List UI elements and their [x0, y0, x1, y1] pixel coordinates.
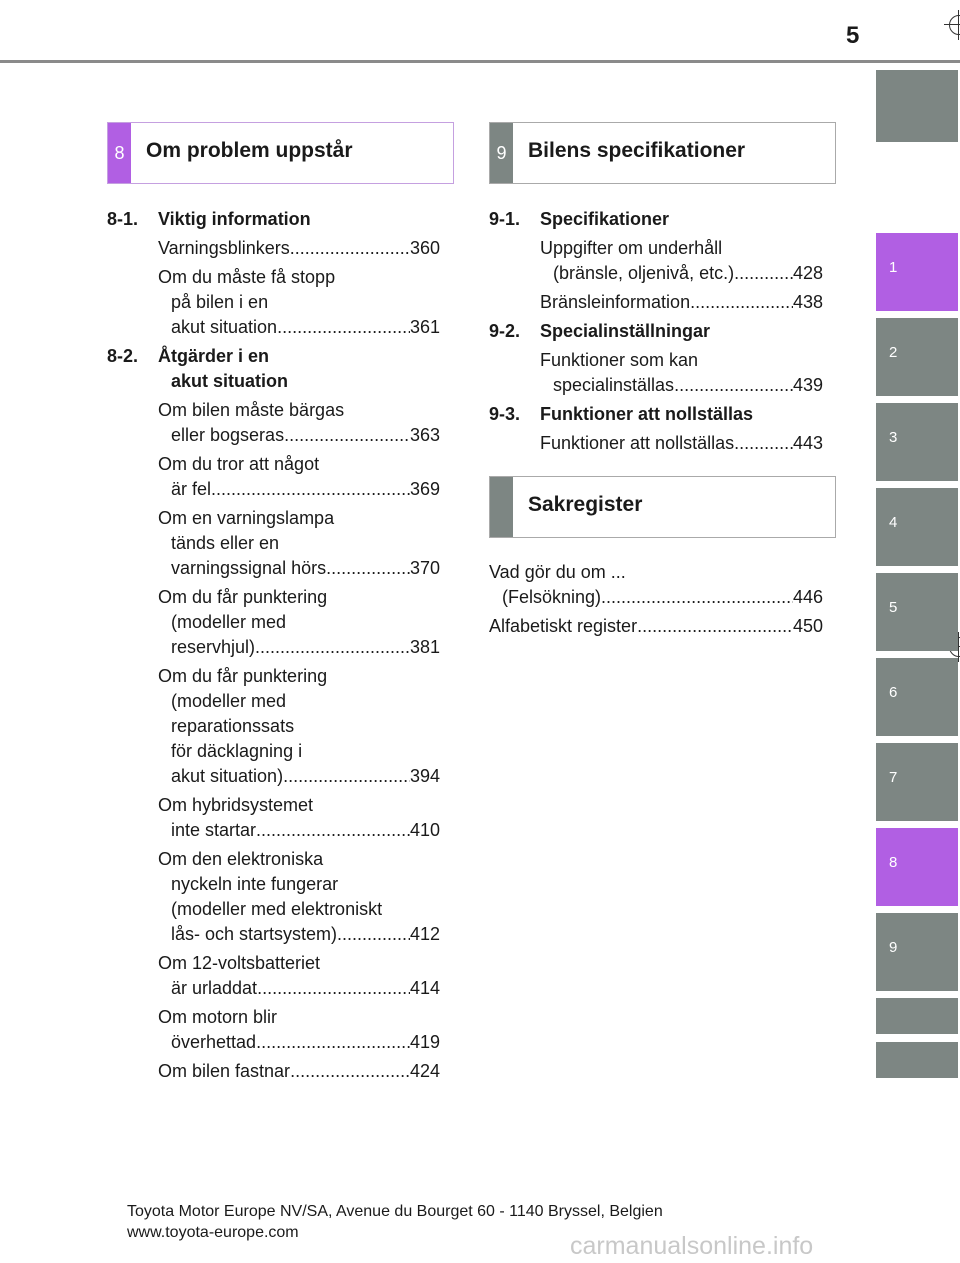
- toc-entry-text: (Felsökning): [502, 587, 602, 607]
- chapter-tab-label: 7: [889, 769, 898, 786]
- section-8-header[interactable]: [107, 122, 454, 184]
- dot-leader: [257, 976, 410, 1001]
- toc-entry-text: Om en varningslampa: [158, 508, 335, 528]
- dot-leader: [337, 922, 410, 947]
- toc-page-number: 363: [409, 425, 440, 445]
- toc-entry-text: Om du måste få stopp: [158, 267, 336, 287]
- chapter-tab-label: 1: [889, 259, 898, 276]
- toc-entry-text: är urladdat: [171, 978, 258, 998]
- toc-entry-text: nyckeln inte fungerar: [171, 874, 339, 894]
- toc-entry-text: Alfabetiskt register: [489, 616, 638, 636]
- toc-entry-text: Varningsblinkers: [158, 238, 290, 258]
- toc-entry-text: Om den elektroniska: [158, 849, 324, 869]
- chapter-tab-6[interactable]: [876, 658, 958, 736]
- toc-entry-text: specialinställas: [553, 375, 675, 395]
- toc-entry[interactable]: [107, 664, 440, 789]
- toc-entry-text: Om bilen fastnar: [158, 1061, 291, 1081]
- chapter-tab-label: 9: [889, 939, 898, 956]
- toc-entry[interactable]: [107, 506, 440, 581]
- toc-entry[interactable]: [489, 614, 823, 639]
- toc-entry-text: Om du får punktering: [158, 587, 328, 607]
- dot-leader: [734, 431, 793, 456]
- toc-entry-text: Funktioner som kan: [540, 350, 699, 370]
- toc-entry-text: på bilen i en: [171, 292, 269, 312]
- toc-entry[interactable]: [107, 265, 440, 340]
- toc-entry-text: Funktioner att nollställas: [540, 433, 735, 453]
- chapter-tab-blank[interactable]: [876, 998, 958, 1034]
- section-number: 9: [490, 123, 513, 183]
- section-9-contents: [489, 207, 823, 460]
- footer-url[interactable]: www.toyota-europe.com: [127, 1224, 299, 1241]
- subsection-title: Specifikationer: [540, 209, 670, 229]
- toc-page-number: 361: [409, 317, 440, 337]
- chapter-tab-blank[interactable]: [876, 70, 958, 142]
- section-number: 8: [108, 123, 131, 183]
- toc-entry-text: Uppgifter om underhåll: [540, 238, 723, 258]
- subsection-title: akut situation: [171, 371, 289, 391]
- chapter-tab-label: 3: [889, 429, 898, 446]
- dot-leader: [690, 290, 793, 315]
- toc-page-number: 410: [409, 820, 440, 840]
- toc-entry[interactable]: [489, 236, 823, 286]
- subsection-title: Viktig information: [158, 209, 311, 229]
- toc-entry-text: reparationssats: [171, 716, 295, 736]
- toc-page-number: 412: [409, 924, 440, 944]
- index-contents: [489, 560, 823, 643]
- dot-leader: [277, 315, 410, 340]
- dot-leader: [211, 477, 410, 502]
- section-title: Bilens specifikationer: [528, 139, 746, 162]
- toc-entry-text: reservhjul): [171, 637, 256, 657]
- chapter-tab-2[interactable]: [876, 318, 958, 396]
- dot-leader: [601, 585, 793, 610]
- toc-entry-text: (modeller med: [171, 691, 287, 711]
- toc-entry-text: Om du tror att något: [158, 454, 320, 474]
- dot-leader: [326, 556, 410, 581]
- subsection-heading[interactable]: [489, 402, 823, 427]
- subsection-title: Åtgärder i en: [158, 346, 270, 366]
- chapter-tab-blank[interactable]: [876, 1042, 958, 1078]
- toc-page-number: 370: [409, 558, 440, 578]
- toc-page-number: 414: [409, 978, 440, 998]
- section-8-contents: [107, 207, 440, 1088]
- toc-entry[interactable]: [107, 847, 440, 947]
- dot-leader: [290, 236, 410, 261]
- registration-mark-top: [944, 10, 960, 40]
- chapter-tab-label: 4: [889, 514, 898, 531]
- toc-entry-text: akut situation): [171, 766, 284, 786]
- watermark: carmanualsonline.info: [570, 1232, 814, 1260]
- dot-leader: [674, 373, 793, 398]
- section-9-header[interactable]: [489, 122, 836, 184]
- toc-entry[interactable]: [489, 290, 823, 315]
- toc-entry-text: (modeller med elektroniskt: [171, 899, 383, 919]
- chapter-tab-label: 6: [889, 684, 898, 701]
- toc-entry-text: överhettad: [171, 1032, 257, 1052]
- chapter-tab-8[interactable]: [876, 828, 958, 906]
- toc-page-number: 446: [792, 587, 823, 607]
- toc-page-number: 360: [409, 238, 440, 258]
- dot-leader: [255, 635, 410, 660]
- toc-entry[interactable]: [107, 1005, 440, 1055]
- subsection-heading[interactable]: [107, 344, 440, 394]
- toc-entry-text: varningssignal hörs: [171, 558, 327, 578]
- toc-entry[interactable]: [489, 560, 823, 610]
- toc-page-number: 438: [792, 292, 823, 312]
- toc-page-number: 450: [792, 616, 823, 636]
- chapter-tab-label: 5: [889, 599, 898, 616]
- toc-entry[interactable]: [107, 452, 440, 502]
- toc-page-number: 381: [409, 637, 440, 657]
- index-section-header[interactable]: [489, 476, 836, 538]
- footer-address: Toyota Motor Europe NV/SA, Avenue du Bourget 60 - 1140 Bryssel, Belgien: [127, 1203, 663, 1220]
- chapter-tab-1[interactable]: [876, 233, 958, 311]
- dot-leader: [290, 1059, 410, 1084]
- toc-entry[interactable]: [107, 398, 440, 448]
- toc-entry[interactable]: [107, 585, 440, 660]
- toc-entry-text: Om 12-voltsbatteriet: [158, 953, 321, 973]
- toc-entry-text: Bränsleinformation: [540, 292, 691, 312]
- toc-entry-text: Vad gör du om ...: [489, 562, 626, 582]
- chapter-tab-label: 8: [889, 854, 898, 871]
- toc-page-number: 369: [409, 479, 440, 499]
- toc-page-number: 419: [409, 1032, 440, 1052]
- toc-page-number: 439: [792, 375, 823, 395]
- subsection-code: 9-1.: [489, 209, 521, 229]
- header-rule: [0, 60, 960, 63]
- chapter-tab-5[interactable]: [876, 573, 958, 651]
- subsection-code: 9-2.: [489, 321, 521, 341]
- subsection-heading[interactable]: [107, 207, 440, 232]
- subsection-code: 8-1.: [107, 209, 139, 229]
- dot-leader: [256, 818, 410, 843]
- chapter-tab-4[interactable]: [876, 488, 958, 566]
- toc-page-number: 428: [792, 263, 823, 283]
- toc-entry-text: akut situation: [171, 317, 278, 337]
- page-number: 5: [846, 22, 860, 49]
- subsection-code: 8-2.: [107, 346, 139, 366]
- toc-entry-text: (modeller med: [171, 612, 287, 632]
- section-number-blank: [490, 477, 513, 537]
- section-title: Om problem uppstår: [146, 139, 353, 162]
- toc-entry[interactable]: [489, 431, 823, 456]
- subsection-code: 9-3.: [489, 404, 521, 424]
- toc-entry[interactable]: [107, 951, 440, 1001]
- toc-page-number: 394: [409, 766, 440, 786]
- toc-entry-text: eller bogseras: [171, 425, 285, 445]
- dot-leader: [734, 261, 793, 286]
- toc-entry-text: Om motorn blir: [158, 1007, 278, 1027]
- toc-entry[interactable]: [107, 236, 440, 261]
- subsection-heading[interactable]: [489, 319, 823, 344]
- section-title: Sakregister: [528, 493, 643, 516]
- dot-leader: [283, 764, 410, 789]
- toc-entry-text: är fel: [171, 479, 212, 499]
- chapter-tab-3[interactable]: [876, 403, 958, 481]
- subsection-title: Specialinställningar: [540, 321, 711, 341]
- toc-entry-text: Om bilen måste bärgas: [158, 400, 345, 420]
- toc-entry-text: Om du får punktering: [158, 666, 328, 686]
- subsection-heading[interactable]: [489, 207, 823, 232]
- chapter-tab-label: 2: [889, 344, 898, 361]
- subsection-title: Funktioner att nollställas: [540, 404, 754, 424]
- toc-entry[interactable]: [107, 793, 440, 843]
- dot-leader: [284, 423, 410, 448]
- toc-entry[interactable]: [489, 348, 823, 398]
- dot-leader: [256, 1030, 410, 1055]
- toc-entry[interactable]: [107, 1059, 440, 1084]
- toc-entry-text: (bränsle, oljenivå, etc.): [553, 263, 735, 283]
- toc-entry-text: inte startar: [171, 820, 257, 840]
- toc-page-number: 443: [792, 433, 823, 453]
- toc-entry-text: tänds eller en: [171, 533, 280, 553]
- toc-entry-text: lås- och startsystem): [171, 924, 338, 944]
- toc-page-number: 424: [409, 1061, 440, 1081]
- toc-entry-text: för däcklagning i: [171, 741, 303, 761]
- toc-entry-text: Om hybridsystemet: [158, 795, 314, 815]
- dot-leader: [637, 614, 793, 639]
- chapter-tab-7[interactable]: [876, 743, 958, 821]
- chapter-tab-9[interactable]: [876, 913, 958, 991]
